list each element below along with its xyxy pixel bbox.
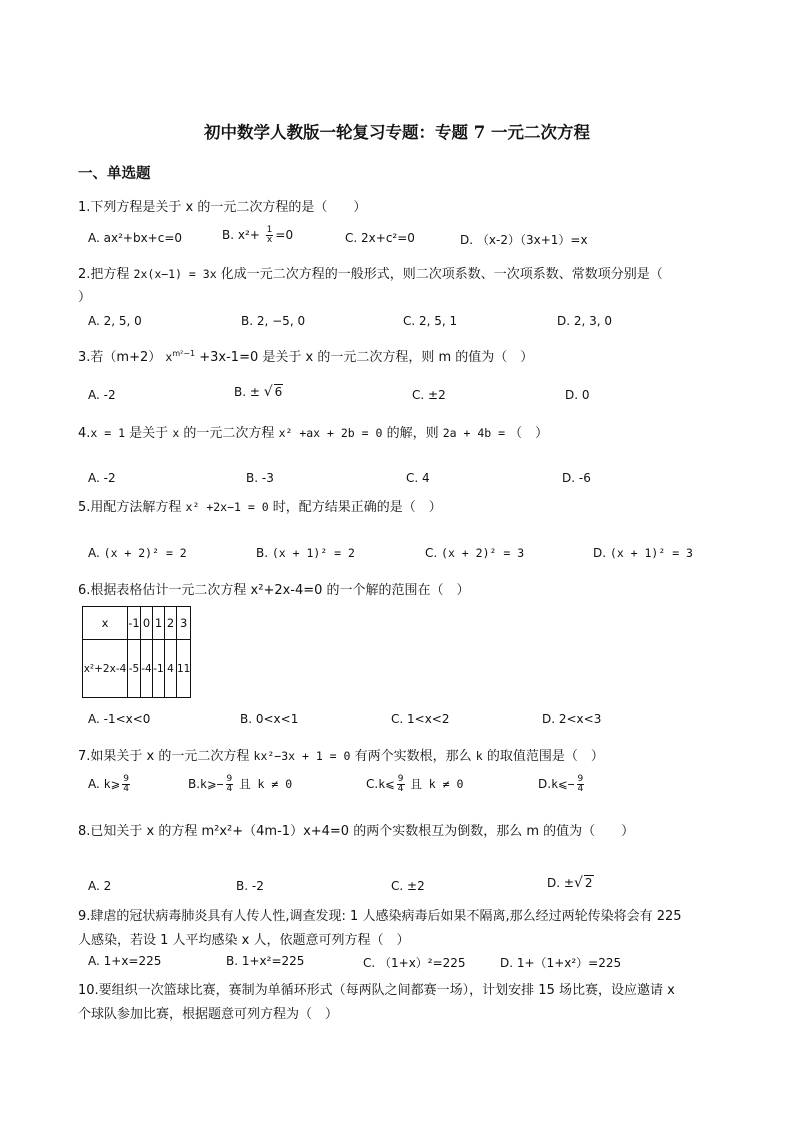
question-1-stem: 1.下列方程是关于 x 的一元二次方程的是（ ） (78, 200, 367, 215)
question-5-option-d[interactable]: D. (x + 1)² = 3 (593, 546, 693, 560)
value-table (82, 606, 191, 698)
fraction: $\frac{9}{4}$ (123, 774, 129, 794)
question-2-stem-cont: ） (78, 290, 92, 305)
question-3-option-a[interactable]: A. -2 (88, 388, 116, 402)
sqrt-sign-icon: √ (263, 384, 273, 400)
question-8-stem: 8.已知关于 x 的方程 m²x²+（4m-1）x+4=0 的两个实数根互为倒数，那么 m 的值为（ ） (78, 824, 635, 839)
question-6-option-b[interactable]: B. 0<x<1 (240, 712, 299, 726)
table-cell: 1 (153, 607, 165, 640)
question-1-option-d[interactable]: D. （x-2）（3x+1）=x (460, 233, 588, 247)
question-4-stem: 4.x = 1 是关于 x 的一元二次方程 x² +ax + 2b = 0 的解，则 2a + 4b = （ ） (78, 426, 549, 441)
table-cell: x (83, 607, 128, 640)
fraction: $\frac{9}{4}$ (397, 774, 404, 794)
question-9-option-d[interactable]: D. 1+（1+x²）=225 (500, 956, 622, 970)
question-9-stem: 9.肆虐的冠状病毒肺炎具有人传人性,调查发现: 1 人感染病毒后如果不隔离,那么经过两轮传染将会有 225 (78, 909, 682, 924)
question-6-stem: 6.根据表格估计一元二次方程 x²+2x-4=0 的一个解的范围在（ ） (78, 583, 470, 598)
question-9-option-a[interactable]: A. 1+x=225 (88, 954, 162, 968)
question-8-option-a[interactable]: A. 2 (88, 879, 112, 893)
question-2-option-b[interactable]: B. 2, −5, 0 (241, 314, 306, 328)
table-cell: -4 (141, 640, 153, 698)
question-6-option-a[interactable]: A. -1<x<0 (88, 712, 151, 726)
question-2-option-c[interactable]: C. 2, 5, 1 (403, 314, 458, 328)
question-5-stem: 5.用配方法解方程 x² +2x−1 = 0 时，配方结果正确的是（ ） (78, 500, 442, 515)
question-7-option-a[interactable]: A. k⩾ $\frac{9}{4}$ (88, 774, 129, 794)
question-10-stem-cont: 个球队参加比赛，根据题意可列方程为（ ） (78, 1007, 339, 1022)
question-3-option-c[interactable]: C. ±2 (412, 388, 446, 402)
question-8-option-b[interactable]: B. -2 (236, 879, 264, 893)
question-4-option-a[interactable]: A. -2 (88, 471, 116, 485)
question-4-option-b[interactable]: B. -3 (246, 471, 274, 485)
table-cell: -1 (153, 640, 165, 698)
table-cell: 3 (177, 607, 191, 640)
fraction: $\frac{9}{4}$ (577, 774, 584, 794)
question-9-stem-cont: 人感染，若设 1 人平均感染 x 人，依题意可列方程（ ） (78, 933, 410, 948)
section-heading: 一、单选题 (78, 166, 151, 182)
question-7-option-b[interactable]: B.k⩾− $\frac{9}{4}$ 且 k ≠ 0 (188, 774, 293, 794)
table-cell: x²+2x-4 (83, 640, 128, 698)
question-7-stem: 7.如果关于 x 的一元二次方程 kx²−3x + 1 = 0 有两个实数根，那么 k 的取值范围是（ ） (78, 749, 604, 764)
question-3-option-b[interactable]: B. ± √ 6 (234, 384, 283, 400)
table-cell: 2 (165, 607, 177, 640)
question-5-option-a[interactable]: A. (x + 2)² = 2 (88, 546, 187, 560)
question-6-option-c[interactable]: C. 1<x<2 (391, 712, 450, 726)
question-5-option-b[interactable]: B. (x + 1)² = 2 (256, 546, 355, 560)
sqrt-sign-icon: √ (573, 875, 583, 891)
question-7-option-d[interactable]: D.k⩽− $\frac{9}{4}$ (538, 774, 584, 794)
question-9-option-b[interactable]: B. 1+x²=225 (226, 954, 305, 968)
table-row (83, 640, 191, 698)
question-1-option-b[interactable]: B. x²+ $\frac{1}{x}$ =0 (222, 225, 294, 245)
table-cell: -5 (128, 640, 141, 698)
question-10-stem: 10.要组织一次篮球比赛，赛制为单循环形式（每两队之间都赛一场），计划安排 15 场比赛，设应邀请 x (78, 983, 675, 998)
question-5-option-c[interactable]: C. (x + 2)² = 3 (425, 546, 525, 560)
table-cell: 4 (165, 640, 177, 698)
question-3-option-d[interactable]: D. 0 (565, 388, 590, 402)
question-1-option-c[interactable]: C. 2x+c²=0 (345, 231, 415, 245)
table-cell: -1 (128, 607, 141, 640)
question-7-option-c[interactable]: C.k⩽ $\frac{9}{4}$ 且 k ≠ 0 (366, 774, 464, 794)
table-row (83, 607, 191, 640)
question-4-option-d[interactable]: D. -6 (562, 471, 591, 485)
question-2-option-d[interactable]: D. 2, 3, 0 (557, 314, 613, 328)
question-1-option-a[interactable]: A. ax²+bx+c=0 (88, 231, 183, 245)
question-8-option-d[interactable]: D. ±√ 2 (547, 875, 593, 891)
question-2-stem: 2.把方程 2x(x−1) = 3x 化成一元二次方程的一般形式，则二次项系数、一次项系数、常数项分别是（ (78, 267, 663, 282)
question-3-stem: 3.若（m+2） $x^{m^2-1} +3x-1=0$ 是关于 x 的一元二次方程，则 m 的值为（ ） (78, 349, 534, 365)
page-title: 初中数学人教版一轮复习专题：专题 7 一元二次方程 (204, 123, 590, 142)
question-4-option-c[interactable]: C. 4 (406, 471, 430, 485)
question-8-option-c[interactable]: C. ±2 (391, 879, 425, 893)
question-2-option-a[interactable]: A. 2, 5, 0 (88, 314, 142, 328)
question-9-option-c[interactable]: C. （1+x）²=225 (363, 956, 466, 970)
question-6-option-d[interactable]: D. 2<x<3 (542, 712, 602, 726)
table-cell: 0 (141, 607, 153, 640)
table-cell: 11 (177, 640, 191, 698)
fraction: $\frac{9}{4}$ (226, 774, 233, 794)
fraction: $\frac{1}{x}$ (266, 225, 273, 245)
